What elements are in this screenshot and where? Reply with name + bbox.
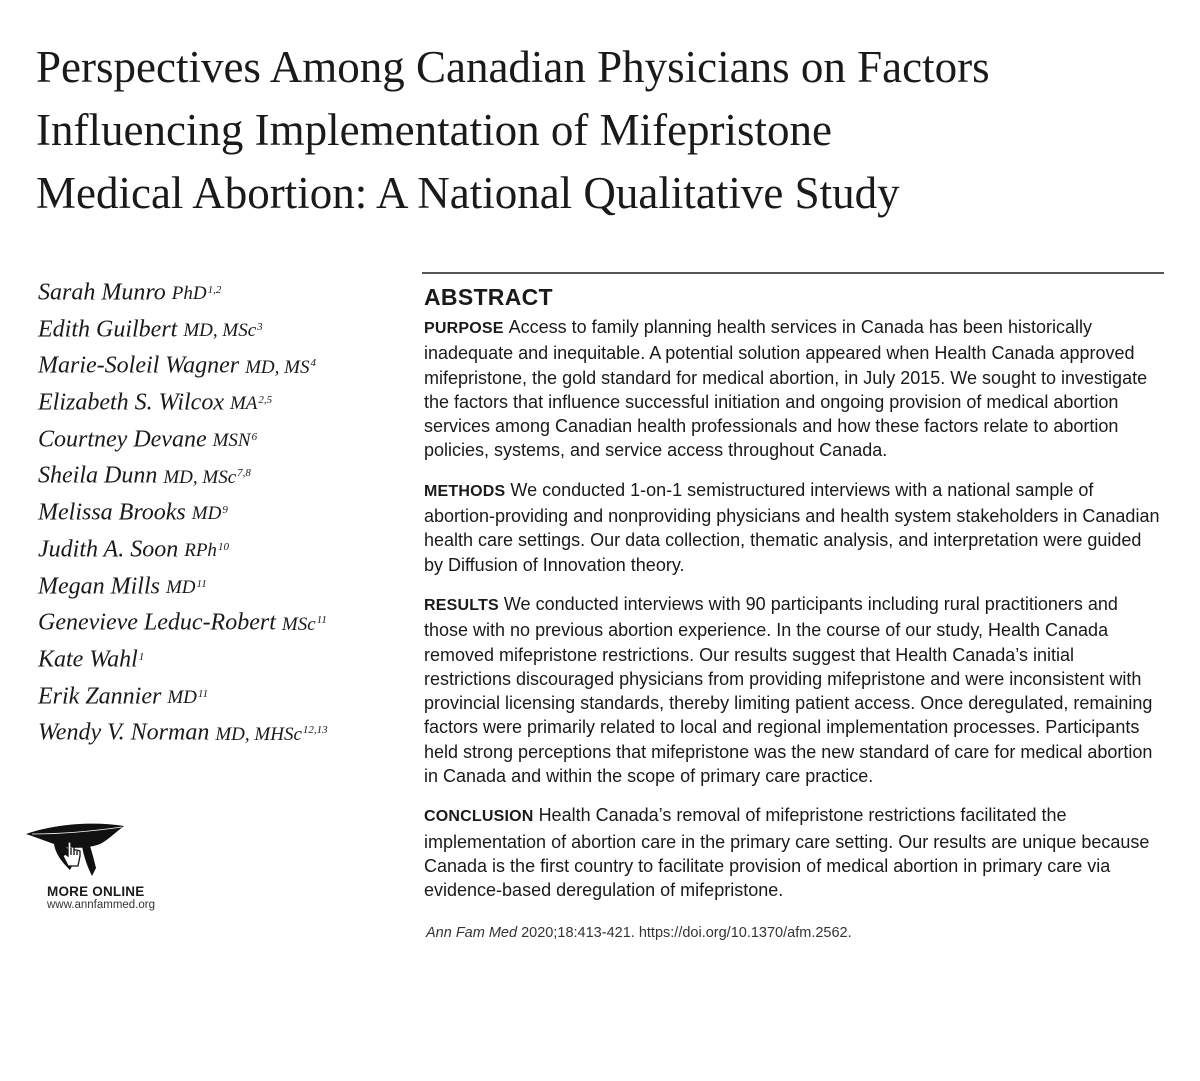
author-name: Wendy V. Norman [38,719,210,746]
author-affiliation: 11 [197,687,209,700]
author-affiliation: 11 [196,577,207,590]
leaf-hand-icon [24,822,134,882]
title-line-1: Perspectives Among Canadian Physicians on Factors [36,42,990,92]
author-affiliation: 1 [138,650,145,663]
author-affiliation: 11 [316,614,327,627]
author-name: Sarah Munro [38,279,166,306]
author-affiliation: 6 [251,430,258,443]
abstract-conclusion [424,803,1164,902]
author-entry [38,566,408,603]
abstract-heading: ABSTRACT [424,284,553,310]
title-line-2: Influencing Implementation of Mifepristone [36,105,833,155]
author-entry [38,602,408,639]
author-name: Marie-Soleil Wagner [38,352,240,379]
author-credentials: MD, MSc [163,466,237,488]
author-credentials: MD [165,576,196,598]
article-title [36,36,1176,225]
abstract-results [424,592,1164,788]
author-entry [38,492,408,529]
results-label: RESULTS [424,596,499,614]
author-credentials: RPh [184,540,217,562]
author-affiliation: 2,5 [258,394,273,407]
citation-journal: Ann Fam Med [426,924,518,941]
author-credentials: PhD [171,283,207,305]
author-credentials: MD, MSc [183,320,257,342]
author-name: Kate Wahl [38,646,138,673]
author-entry [38,529,408,566]
author-credentials: MSc [281,613,316,635]
more-online-badge[interactable] [24,822,174,911]
author-affiliation: 1,2 [207,284,222,296]
author-name: Erik Zannier [38,682,162,709]
methods-label: METHODS [424,482,506,500]
author-affiliation: 4 [310,357,316,370]
abstract-methods [424,478,1164,577]
author-affiliation: 3 [257,320,263,333]
author-affiliation: 9 [222,504,228,517]
author-name: Elizabeth S. Wilcox [38,389,224,416]
author-credentials: MD, MS [245,356,310,378]
conclusion-label: CONCLUSION [424,808,534,826]
author-list [38,272,408,749]
more-online-url[interactable]: www.annfammed.org [47,899,156,911]
author-credentials: MA [229,393,258,415]
author-credentials: MD [167,686,197,708]
abstract-purpose [424,315,1164,463]
purpose-label: PURPOSE [424,320,504,337]
author-entry [38,712,408,749]
citation [426,925,1164,941]
author-entry [38,419,408,456]
author-affiliation: 12,13 [302,724,328,737]
author-name: Melissa Brooks [38,499,186,526]
author-credentials: MD, MHSc [215,723,302,745]
purpose-text: Access to family planning health services in Canada has been historically inadequate and inequitable. A potential solution appeared when Health Canada approved mifepristone, the gold standard for medical abortion, in July 2015. We sought to investigate the factors that influence successful initiation and ongoing provision of medical abortion services among Canadian health professionals and how these factors relate to abortion policies, systems, and service access throughout Canada. [424,317,1148,461]
author-entry [38,382,408,419]
author-entry [38,455,408,492]
abstract [422,272,1164,941]
abstract-rule [422,272,1164,274]
author-entry [38,309,408,346]
author-entry [38,345,408,382]
author-entry [38,676,408,713]
author-name: Sheila Dunn [38,462,158,489]
methods-text: We conducted 1-on-1 semistructured interviews with a national sample of abortion-providing and nonproviding physicians and health system stakeholders in Canadian health care settings. Our data collection, thematic analysis, and interpretation were guided by Diffusion of Innovation theory. [424,479,1160,575]
author-entry [38,639,408,676]
results-text: We conducted interviews with 90 participants including rural practitioners and those with no previous abortion experience. In the course of our study, Health Canada removed mifepristone restrictions. Our results suggest that Health Canada’s initial restrictions discouraged physicians from providing mifepristone and were inconsistent with provincial licensing standards, thereby limiting patient access. Once deregulated, remaining factors were primarily related to local and regional implementation processes. Participants held strong perceptions that mifepristone was the new standard of care for medical abortion in Canada and within the scope of primary care practice. [424,593,1153,787]
more-online-label: MORE ONLINE [47,884,145,899]
author-name: Edith Guilbert [38,316,178,343]
author-credentials: MSN [212,430,251,452]
title-line-3: Medical Abortion: A National Qualitative Study [36,168,900,218]
author-affiliation: 7,8 [237,467,251,480]
conclusion-text: Health Canada’s removal of mifepristone restrictions facilitated the implementation of abortion care in the primary care setting. Our results are unique because Canada is the first country to facilitate provision of medical abortion in primary care via evidence-based deregulation of mifepristone. [424,805,1150,901]
citation-details[interactable]: 2020;18:413-421. https://doi.org/10.1370/afm.2562. [517,924,852,941]
author-credentials: MD [191,503,222,525]
author-name: Megan Mills [38,572,160,599]
author-affiliation: 10 [217,540,229,553]
author-name: Judith A. Soon [38,536,179,563]
author-name: Genevieve Leduc-Robert [38,609,276,636]
author-name: Courtney Devane [38,426,207,453]
author-entry [38,272,408,309]
